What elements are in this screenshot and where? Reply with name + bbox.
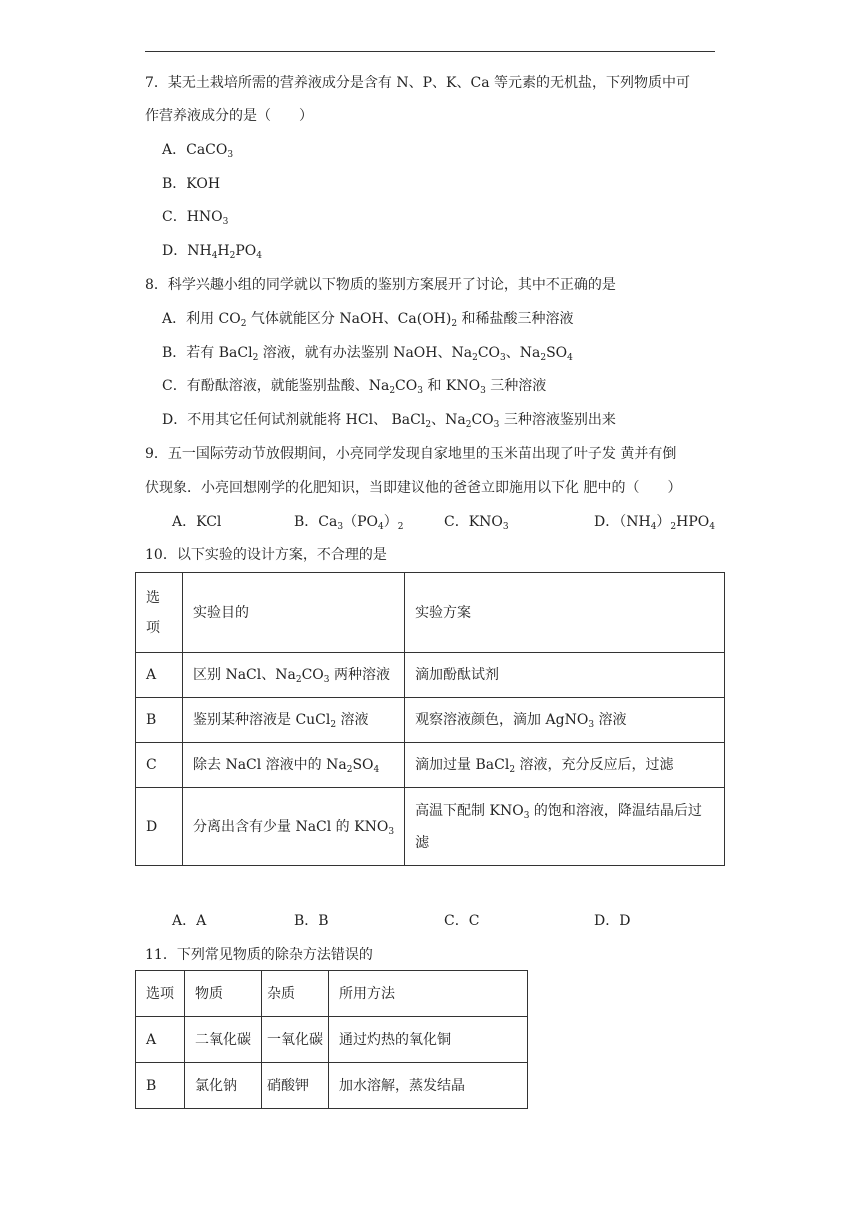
row-goal: 除去 NaCl 溶液中的 $Na_2SO_4$: [183, 743, 405, 788]
row-plan: 高温下配制 $KNO_3$ 的饱和溶液，降温结晶后过 滤: [405, 788, 725, 866]
q10-option-c: C．C: [444, 913, 480, 929]
header-option: 选 项: [136, 573, 183, 653]
q10-table: [135, 572, 725, 866]
q7-option-c: C．$HNO_3$: [162, 209, 229, 227]
q8-stem: 8．科学兴趣小组的同学就以下物质的鉴别方案展开了讨论，其中不正确的是: [145, 277, 616, 293]
header-substance: 物质: [185, 971, 262, 1017]
row-substance: 氯化钠: [185, 1063, 262, 1109]
q9-option-b: B．$Ca_3(PO_4)_2$: [294, 514, 404, 532]
row-option: B: [136, 698, 183, 743]
q7-stem-line1: 7．某无土栽培所需的营养液成分是含有 N、P、K、Ca 等元素的无机盐，下列物质中可: [145, 75, 690, 91]
row-option: B: [136, 1063, 185, 1109]
q11-table: [135, 970, 528, 1109]
q10-option-b: B．B: [294, 913, 329, 929]
row-plan: 滴加过量 BaCl$_2$ 溶液，充分反应后，过滤: [405, 743, 725, 788]
row-option: A: [136, 653, 183, 698]
table-row: [136, 1017, 528, 1063]
q10-option-a: A．A: [172, 913, 207, 929]
q9-stem-line1: 9．五一国际劳动节放假期间，小亮同学发现自家地里的玉米苗出现了叶子发 黄并有倒: [145, 446, 677, 462]
table-row: [136, 698, 725, 743]
row-goal: 区别 NaCl、$Na_2CO_3$ 两种溶液: [183, 653, 405, 698]
q7-option-a: A．CaCO$_3$: [162, 142, 234, 160]
header-method: 所用方法: [329, 971, 528, 1017]
table-header-row: [136, 971, 528, 1017]
row-plan: 观察溶液颜色，滴加 AgNO$_3$ 溶液: [405, 698, 725, 743]
row-impurity: 一氧化碳: [262, 1017, 329, 1063]
q8-option-d: D．不用其它任何试剂就能将 HCl、 BaCl$_2$、$Na_2CO_3$ 三种溶液鉴别出来: [162, 412, 616, 430]
header-goal: 实验目的: [183, 573, 405, 653]
table-row: [136, 1063, 528, 1109]
q9-stem-line2: 伏现象．小亮回想刚学的化肥知识，当即建议他的爸爸立即施用以下化 肥中的（ ）: [145, 480, 682, 496]
q11-stem: 11．下列常见物质的除杂方法错误的: [145, 947, 373, 963]
q7-option-b: B．KOH: [162, 176, 221, 192]
row-impurity: 硝酸钾: [262, 1063, 329, 1109]
table-row: [136, 788, 725, 866]
header-impurity: 杂质: [262, 971, 329, 1017]
row-substance: 二氧化碳: [185, 1017, 262, 1063]
table-row: [136, 653, 725, 698]
q7-stem-line2: 作营养液成分的是（ ）: [145, 108, 313, 124]
row-method: 加水溶解，蒸发结晶: [329, 1063, 528, 1109]
row-option: A: [136, 1017, 185, 1063]
q8-option-b: B．若有 BaCl$_2$ 溶液，就有办法鉴别 NaOH、$Na_2CO_3$、$Na_2SO_4$: [162, 345, 573, 363]
header-option: 选项: [136, 971, 185, 1017]
row-option: D: [136, 788, 183, 866]
header-plan: 实验方案: [405, 573, 725, 653]
q10-stem: 10．以下实验的设计方案，不合理的是: [145, 547, 387, 563]
table-row: [136, 743, 725, 788]
row-option: C: [136, 743, 183, 788]
q8-option-c: C．有酚酞溶液，就能鉴别盐酸、$Na_2CO_3$ 和 $KNO_3$ 三种溶液: [162, 378, 547, 396]
row-method: 通过灼热的氧化铜: [329, 1017, 528, 1063]
q9-option-d: D．$(NH_4)_2HPO_4$: [594, 514, 715, 532]
top-rule: [145, 51, 715, 52]
row-goal: 鉴别某种溶液是 CuCl$_2$ 溶液: [183, 698, 405, 743]
q7-option-d: D．$NH_4H_2PO_4$: [162, 243, 263, 261]
q10-option-d: D．D: [594, 913, 631, 929]
q9-option-c: C．$KNO_3$: [444, 514, 509, 532]
q8-option-a: A．利用 $CO_2$ 气体就能区分 NaOH、$Ca(OH)_2$ 和稀盐酸三种溶液: [162, 311, 574, 329]
row-goal: 分离出含有少量 NaCl 的 $KNO_3$: [183, 788, 405, 866]
row-plan: 滴加酚酞试剂: [405, 653, 725, 698]
table-header-row: [136, 573, 725, 653]
q9-option-a: A．KCl: [172, 514, 222, 530]
